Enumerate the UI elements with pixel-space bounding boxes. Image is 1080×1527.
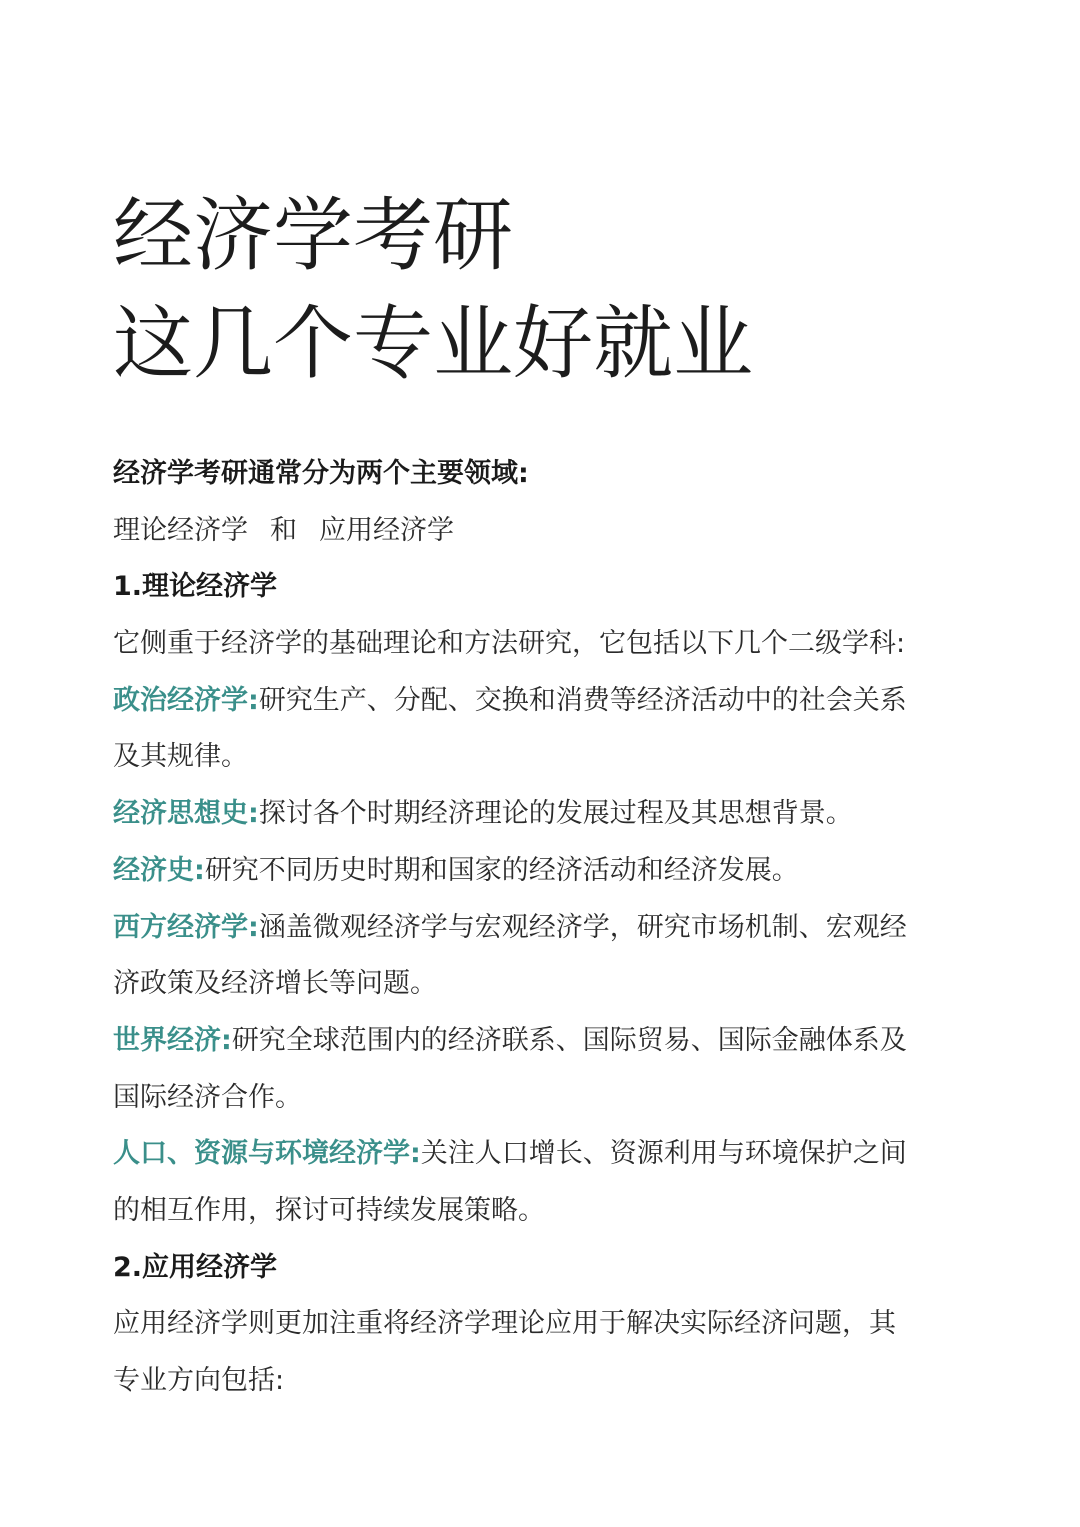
item-term: 政治经济学: [113, 684, 259, 716]
item-text: 研究全球范围内的经济联系、国际贸易、国际金融体系及 [231, 1024, 907, 1056]
article-body [113, 446, 973, 1410]
field-connector: 和 [270, 514, 297, 546]
item-text: 研究不同历史时期和国家的经济活动和经济发展。 [204, 854, 799, 886]
field-applied: 应用经济学 [319, 514, 454, 546]
list-item [113, 786, 973, 843]
list-item [113, 673, 973, 730]
intro-fields [113, 503, 973, 560]
list-item-continuation: 的相互作用，探讨可持续发展策略。 [113, 1194, 545, 1226]
section-2-summary: 应用经济学则更加注重将经济学理论应用于解决实际经济问题，其 [113, 1308, 896, 1340]
intro-heading: 经济学考研通常分为两个主要领域: [113, 458, 529, 489]
page-title [113, 182, 753, 398]
item-term: 人口、资源与环境经济学: [113, 1138, 421, 1170]
section-2-summary-continuation: 专业方向包括: [113, 1365, 285, 1396]
item-text: 研究生产、分配、交换和消费等经济活动中的社会关系 [258, 684, 907, 716]
list-item [113, 900, 973, 957]
section-1-summary: 它侧重于经济学的基础理论和方法研究，它包括以下几个二级学科: [113, 628, 906, 660]
list-item [113, 843, 973, 900]
list-item-continuation: 及其规律。 [113, 741, 248, 773]
title-line-2: 这几个专业好就业 [113, 297, 753, 390]
item-term: 经济思想史: [113, 798, 259, 830]
list-item [113, 1013, 973, 1070]
list-item [113, 1126, 973, 1183]
item-text: 探讨各个时期经济理论的发展过程及其思想背景。 [258, 798, 853, 830]
item-text: 涵盖微观经济学与宏观经济学，研究市场机制、宏观经 [258, 911, 907, 943]
item-term: 经济史: [113, 854, 205, 886]
list-item-continuation: 济政策及经济增长等问题。 [113, 968, 437, 1000]
section-2-heading: 2.应用经济学 [113, 1251, 278, 1283]
item-term: 西方经济学: [113, 911, 259, 943]
list-item-continuation: 国际经济合作。 [113, 1081, 302, 1113]
field-theoretical: 理论经济学 [113, 514, 248, 546]
title-line-1: 经济学考研 [113, 189, 513, 282]
item-text: 关注人口增长、资源利用与环境保护之间 [420, 1138, 907, 1170]
section-1-heading: 1.理论经济学 [113, 571, 278, 603]
document-page [113, 0, 973, 1527]
item-term: 世界经济: [113, 1024, 232, 1056]
